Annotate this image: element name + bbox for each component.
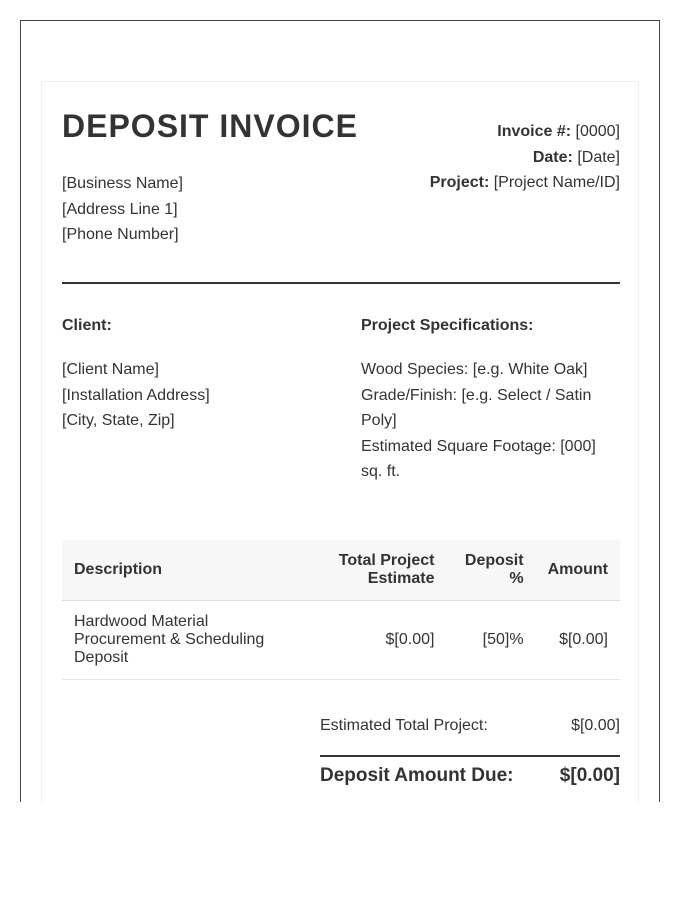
invoice-meta bbox=[430, 119, 620, 196]
business-info bbox=[62, 171, 183, 248]
estimated-total-line bbox=[320, 717, 620, 735]
project-specs bbox=[361, 357, 616, 485]
invoice-date-line bbox=[430, 145, 620, 171]
invoice-project-label: Project: bbox=[429, 174, 490, 191]
spec-grade-finish: Grade/Finish: [e.g. Select / Satin Poly] bbox=[361, 386, 592, 429]
estimated-total-label: Estimated Total Project: bbox=[320, 717, 488, 734]
column-header-total-estimate: Total Project Estimate bbox=[306, 540, 447, 601]
client-name: [Client Name] bbox=[62, 361, 159, 378]
invoice-number-line bbox=[430, 119, 620, 145]
invoice-project-line bbox=[430, 170, 620, 196]
project-specs-label: Project Specifications: bbox=[361, 317, 534, 334]
totals-divider bbox=[320, 755, 620, 757]
spec-square-footage: Estimated Square Footage: [000] sq. ft. bbox=[361, 437, 596, 480]
client-city: [City, State, Zip] bbox=[62, 412, 175, 429]
table-header-row bbox=[62, 540, 620, 601]
row-total-estimate: $[0.00] bbox=[306, 601, 447, 680]
client-address: [Installation Address] bbox=[62, 386, 210, 404]
deposit-due-line bbox=[320, 765, 620, 787]
invoice-title: DEPOSIT INVOICE bbox=[62, 108, 358, 144]
row-deposit-percent: [50]% bbox=[446, 601, 535, 680]
row-amount: $[0.00] bbox=[536, 601, 620, 680]
header-divider bbox=[62, 282, 620, 284]
deposit-due-label: Deposit Amount Due: bbox=[320, 765, 514, 786]
business-name: [Business Name] bbox=[62, 175, 183, 192]
invoice-number-label: Invoice #: bbox=[497, 123, 572, 140]
line-items-table bbox=[62, 540, 620, 680]
table-row bbox=[62, 601, 620, 680]
invoice-date-value: [Date] bbox=[577, 148, 620, 166]
estimated-total-value: $[0.00] bbox=[571, 717, 620, 734]
invoice-number-value: [0000] bbox=[575, 123, 620, 140]
business-address: [Address Line 1] bbox=[62, 200, 178, 218]
row-description: Hardwood Material Procurement & Scheduling Deposit bbox=[62, 601, 306, 680]
deposit-due-value: $[0.00] bbox=[559, 765, 620, 786]
client-label: Client: bbox=[62, 317, 112, 334]
spec-wood-species: Wood Species: [e.g. White Oak] bbox=[361, 361, 588, 378]
invoice-project-value: [Project Name/ID] bbox=[493, 174, 620, 191]
column-header-deposit-percent: Deposit % bbox=[446, 540, 535, 601]
column-header-description: Description bbox=[62, 540, 306, 601]
column-header-amount: Amount bbox=[536, 540, 620, 601]
business-phone: [Phone Number] bbox=[62, 226, 179, 243]
invoice-date-label: Date: bbox=[532, 148, 573, 166]
client-info bbox=[62, 357, 210, 434]
